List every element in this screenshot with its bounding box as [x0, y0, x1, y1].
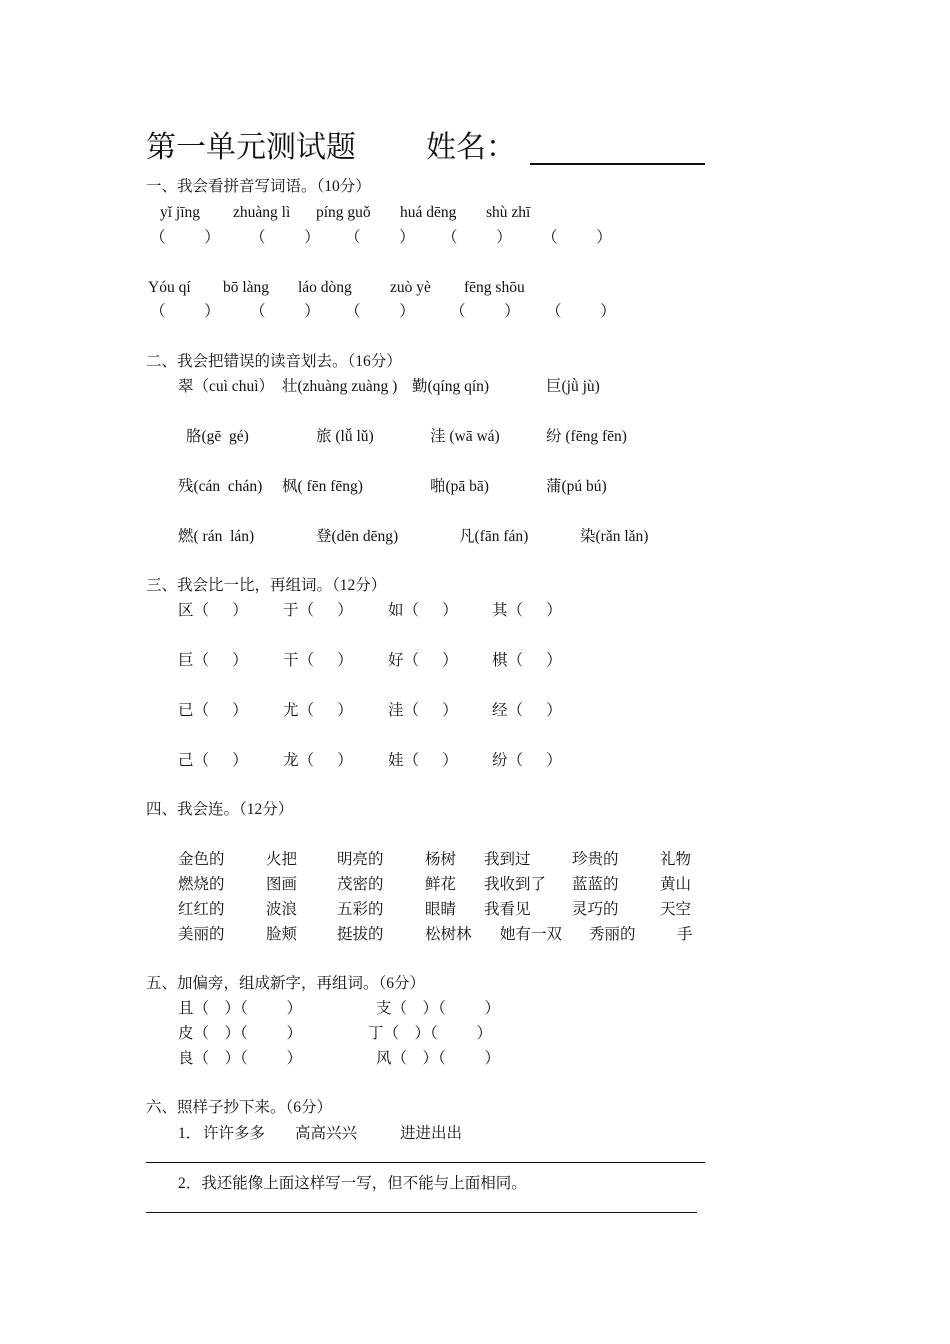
- compare-item[interactable]: 区（ ）: [178, 602, 248, 619]
- pinyin-9: zuò yè: [390, 279, 431, 296]
- compare-item[interactable]: 如（ ）: [388, 602, 458, 619]
- section5-heading: 五、加偏旁，组成新字，再组词。（6分）: [146, 975, 426, 992]
- match-word[interactable]: 脸颊: [266, 926, 298, 943]
- match-word[interactable]: 手: [677, 926, 693, 943]
- pinyin-7: bō làng: [223, 279, 270, 296]
- reading-item[interactable]: 胳(gē gé): [186, 428, 249, 445]
- compare-item[interactable]: 尤（ ）: [283, 702, 353, 719]
- section6-heading: 六、照样子抄下来。（6分）: [146, 1099, 333, 1116]
- pinyin-4: huá dēng: [400, 204, 457, 221]
- reading-item[interactable]: 洼 (wā wá): [430, 428, 500, 445]
- reading-item[interactable]: 枫( fēn fēng): [282, 478, 363, 495]
- match-word[interactable]: 灵巧的: [572, 901, 619, 918]
- match-word[interactable]: 鲜花: [425, 876, 457, 893]
- compare-item[interactable]: 其（ ）: [492, 602, 562, 619]
- example-word: 高高兴兴: [295, 1125, 358, 1142]
- answer-blank[interactable]: （ ）: [250, 303, 320, 320]
- answer-blank[interactable]: （ ）: [345, 229, 415, 246]
- answer-blank[interactable]: （ ）: [442, 229, 512, 246]
- radical-item[interactable]: 且（ ）（ ）: [178, 1000, 303, 1017]
- example-word: 许许多多: [203, 1125, 266, 1142]
- answer-blank[interactable]: （ ）: [150, 303, 220, 320]
- section3-heading: 三、我会比一比，再组词。（12分）: [146, 577, 387, 594]
- compare-item[interactable]: 于（ ）: [283, 602, 353, 619]
- match-word[interactable]: 金色的: [178, 851, 225, 868]
- compare-item[interactable]: 洼（ ）: [388, 702, 458, 719]
- answer-blank[interactable]: （ ）: [150, 229, 220, 246]
- reading-item[interactable]: 啪(pā bā): [430, 478, 489, 495]
- match-word[interactable]: 红红的: [178, 901, 225, 918]
- radical-item[interactable]: 支（ ）（ ）: [376, 1000, 501, 1017]
- match-word[interactable]: 火把: [266, 851, 298, 868]
- reading-item[interactable]: 燃( rán lán): [178, 528, 255, 545]
- reading-item[interactable]: 壮(zhuàng zuàng ): [282, 378, 398, 395]
- match-word[interactable]: 礼物: [660, 851, 692, 868]
- radical-item[interactable]: 皮（ ）（ ）: [178, 1025, 303, 1042]
- reading-item[interactable]: 巨(jǜ jù): [546, 378, 600, 395]
- compare-item[interactable]: 已（ ）: [178, 702, 248, 719]
- match-word[interactable]: 她有一双: [500, 926, 563, 943]
- compare-item[interactable]: 干（ ）: [283, 652, 353, 669]
- match-word[interactable]: 挺拔的: [337, 926, 384, 943]
- reading-item[interactable]: 残(cán chán): [178, 478, 263, 495]
- answer-blank[interactable]: （ ）: [546, 303, 616, 320]
- answer-blank[interactable]: （ ）: [450, 303, 520, 320]
- answer-blank[interactable]: （ ）: [250, 229, 320, 246]
- section1-heading: 一、我会看拼音写词语。（10分）: [146, 178, 371, 195]
- reading-item[interactable]: 纷 (fēng fēn): [546, 428, 627, 445]
- pinyin-5: shù zhī: [486, 204, 531, 221]
- radical-item[interactable]: 丁（ ）（ ）: [368, 1025, 493, 1042]
- reading-item[interactable]: 登(dēn dēng): [316, 528, 399, 545]
- item1-number: 1．: [178, 1125, 202, 1142]
- match-word[interactable]: 五彩的: [337, 901, 384, 918]
- compare-item[interactable]: 己（ ）: [178, 752, 248, 769]
- radical-item[interactable]: 良（ ）（ ）: [178, 1050, 303, 1067]
- match-word[interactable]: 我收到了: [484, 876, 547, 893]
- section4-heading: 四、我会连。（12分）: [146, 801, 294, 818]
- match-word[interactable]: 松树林: [425, 926, 472, 943]
- reading-item[interactable]: 翠（cuì chuì）: [178, 378, 274, 395]
- compare-item[interactable]: 娃（ ）: [388, 752, 458, 769]
- reading-item[interactable]: 蒲(pú bú): [546, 478, 607, 495]
- match-word[interactable]: 美丽的: [178, 926, 225, 943]
- match-word[interactable]: 杨树: [425, 851, 457, 868]
- match-word[interactable]: 波浪: [266, 901, 298, 918]
- answer-blank[interactable]: （ ）: [345, 303, 415, 320]
- compare-item[interactable]: 巨（ ）: [178, 652, 248, 669]
- answer-line-2[interactable]: [146, 1212, 697, 1213]
- pinyin-2: zhuàng lì: [233, 204, 291, 221]
- pinyin-8: láo dòng: [298, 279, 352, 296]
- answer-blank[interactable]: （ ）: [542, 229, 612, 246]
- match-word[interactable]: 天空: [660, 901, 692, 918]
- name-label: 姓名：: [426, 131, 516, 164]
- item2-instruction: 2．我还能像上面这样写一写，但不能与上面相同。: [178, 1175, 527, 1192]
- compare-item[interactable]: 棋（ ）: [492, 652, 562, 669]
- name-blank[interactable]: [530, 163, 705, 165]
- match-word[interactable]: 珍贵的: [572, 851, 619, 868]
- answer-line-1[interactable]: [146, 1162, 705, 1163]
- match-word[interactable]: 秀丽的: [589, 926, 636, 943]
- match-word[interactable]: 我看见: [484, 901, 531, 918]
- section2-heading: 二、我会把错误的读音划去。（16分）: [146, 353, 402, 370]
- example-word: 进进出出: [400, 1125, 463, 1142]
- compare-item[interactable]: 纷（ ）: [492, 752, 562, 769]
- compare-item[interactable]: 经（ ）: [492, 702, 562, 719]
- pinyin-6: Yóu qí: [148, 279, 191, 296]
- compare-item[interactable]: 好（ ）: [388, 652, 458, 669]
- match-word[interactable]: 茂密的: [337, 876, 384, 893]
- match-word[interactable]: 黄山: [660, 876, 692, 893]
- page-title: 第一单元测试题: [146, 131, 356, 164]
- reading-item[interactable]: 旅 (lǚ lǔ): [316, 428, 374, 445]
- compare-item[interactable]: 龙（ ）: [283, 752, 353, 769]
- radical-item[interactable]: 风（ ）（ ）: [376, 1050, 501, 1067]
- match-word[interactable]: 明亮的: [337, 851, 384, 868]
- match-word[interactable]: 蓝蓝的: [572, 876, 619, 893]
- pinyin-10: fēng shōu: [464, 279, 525, 296]
- reading-item[interactable]: 染(rǎn lǎn): [580, 528, 649, 545]
- match-word[interactable]: 燃烧的: [178, 876, 225, 893]
- reading-item[interactable]: 勤(qíng qín): [412, 378, 490, 395]
- match-word[interactable]: 图画: [266, 876, 298, 893]
- pinyin-3: píng guǒ: [316, 204, 371, 221]
- reading-item[interactable]: 凡(fān fán): [459, 528, 529, 545]
- match-word[interactable]: 我到过: [484, 851, 531, 868]
- match-word[interactable]: 眼睛: [425, 901, 457, 918]
- pinyin-1: yǐ jīng: [160, 204, 201, 221]
